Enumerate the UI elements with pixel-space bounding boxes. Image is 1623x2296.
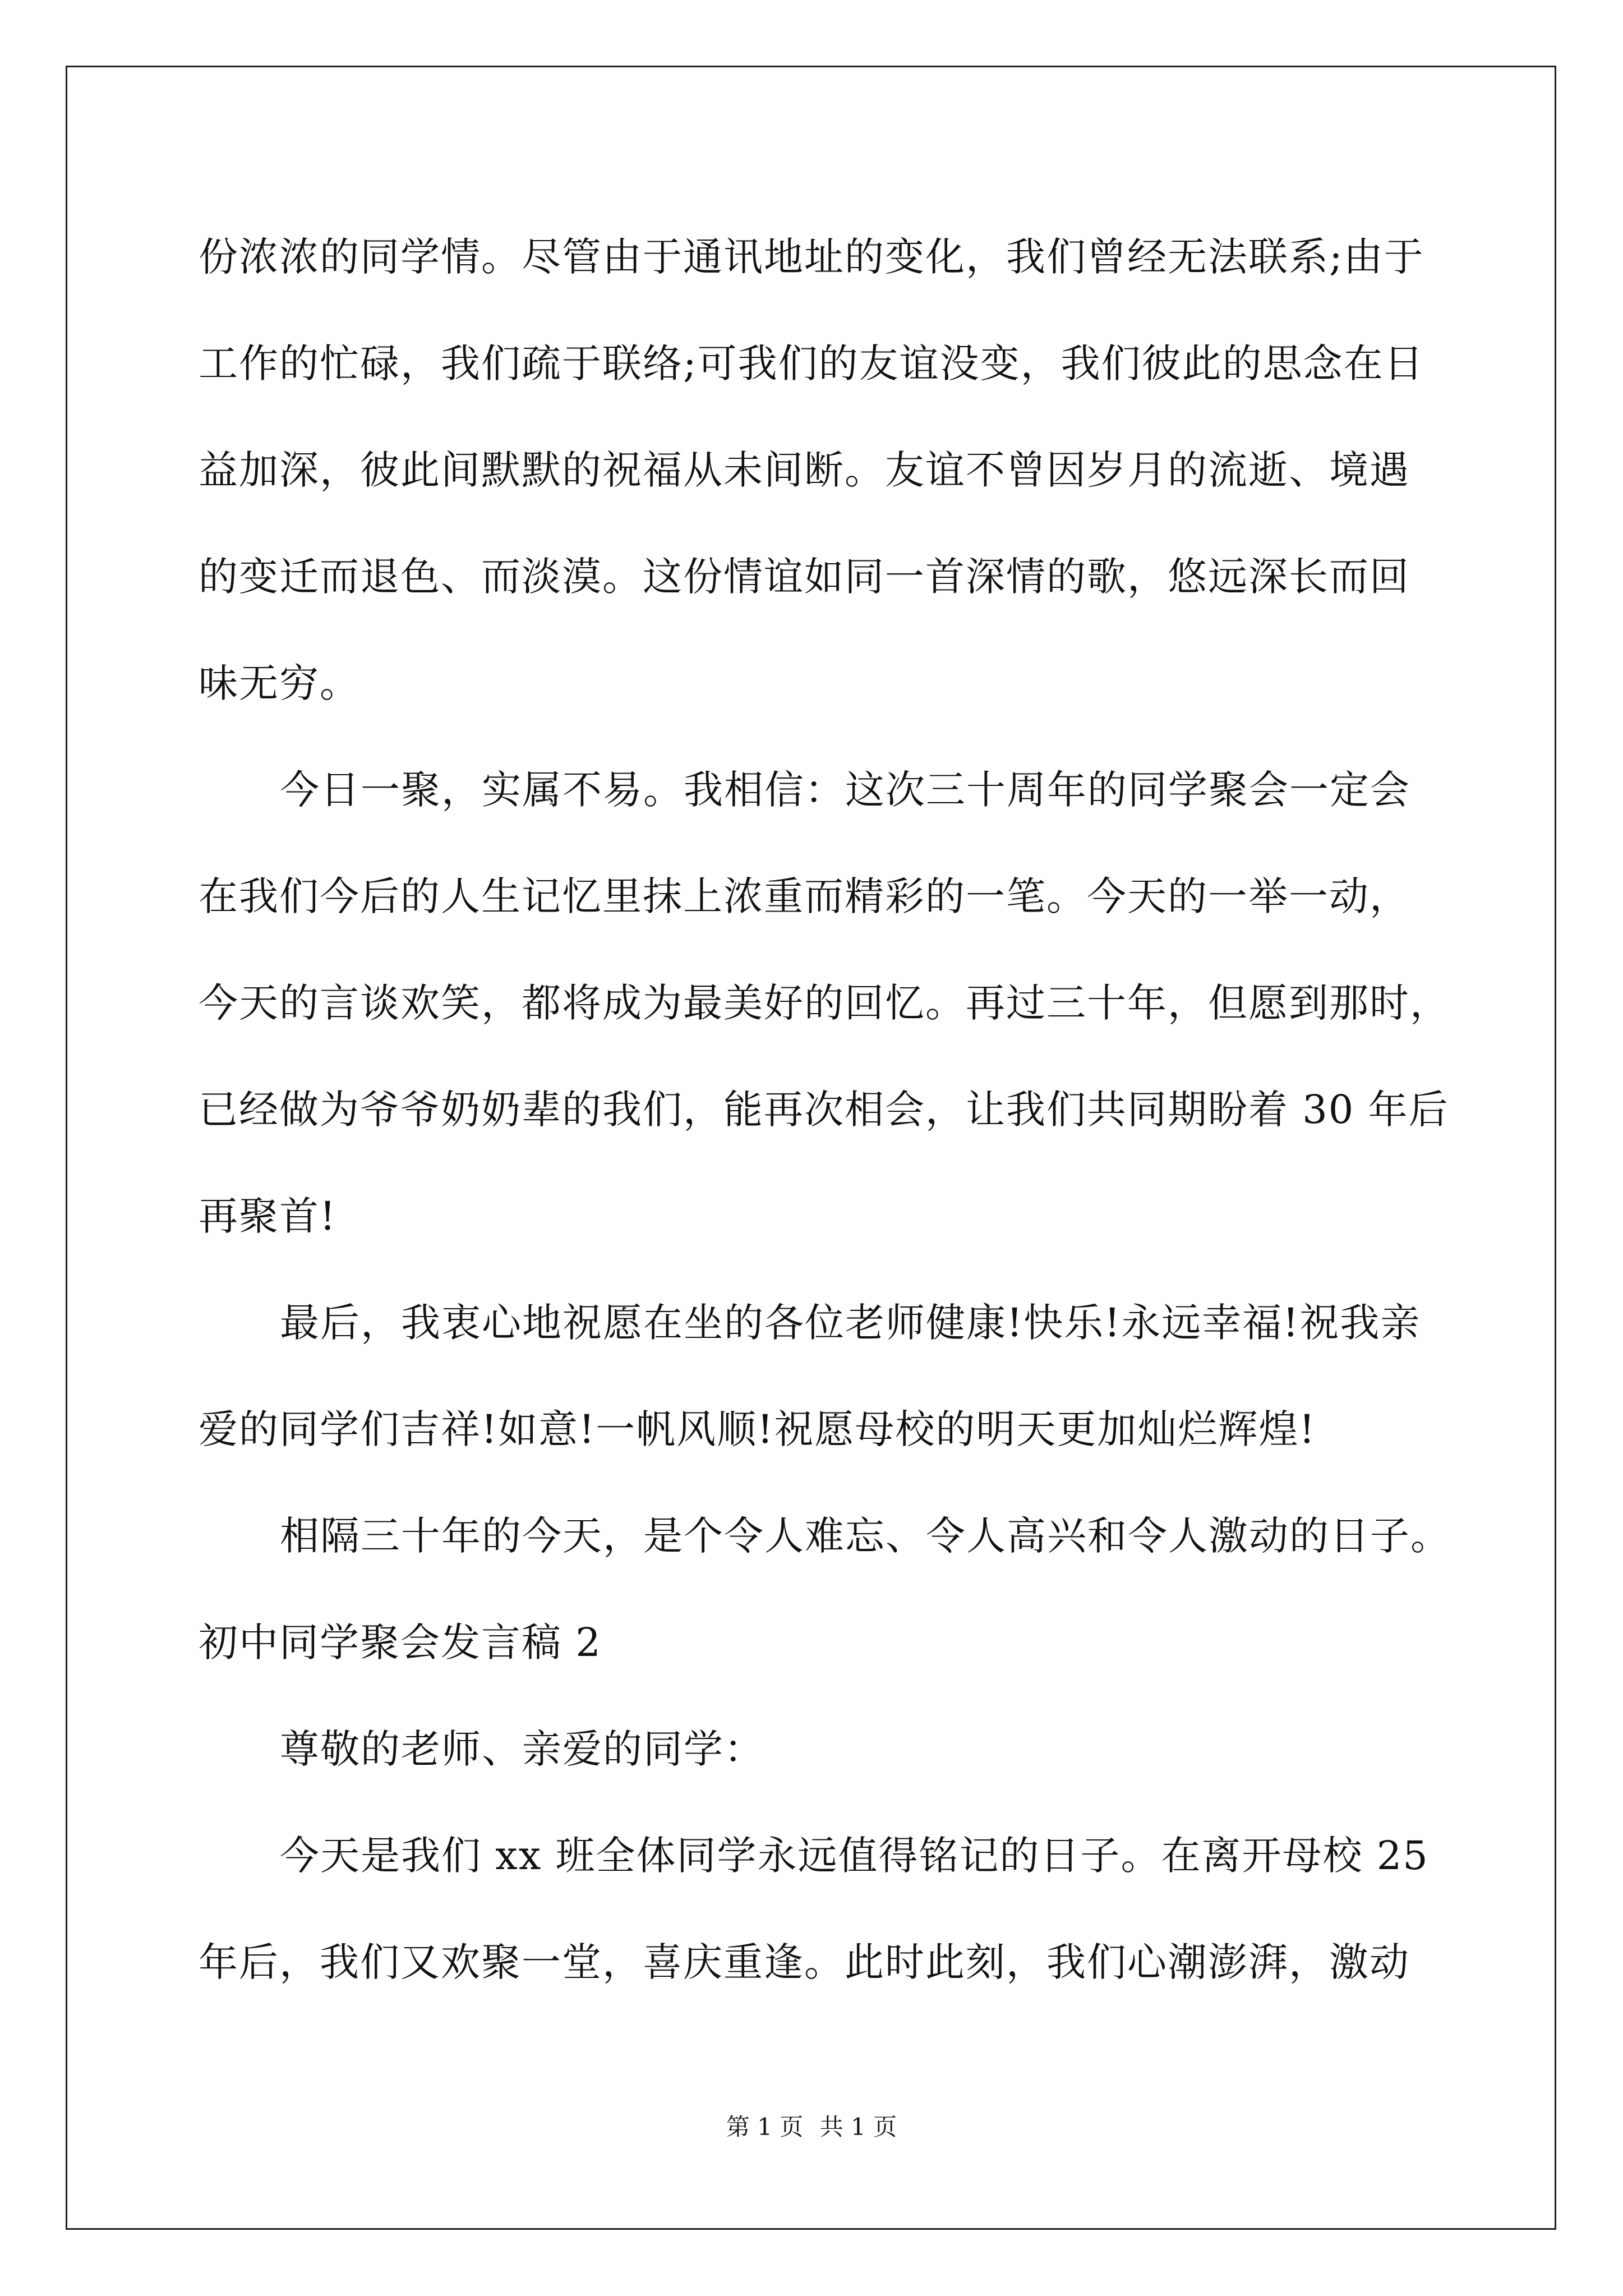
salutation-line: 尊敬的老师、亲爱的同学： [280, 1726, 764, 1772]
paragraph-start-line: 今天是我们 xx 班全体同学永远值得铭记的日子。在离开母校 25 [280, 1833, 1429, 1879]
text-line: 今天的言谈欢笑，都将成为最美好的回忆。再过三十年，但愿到那时， [199, 980, 1450, 1026]
page-footer [0, 2110, 1623, 2144]
text-line: 年后，我们又欢聚一堂，喜庆重逢。此时此刻，我们心潮澎湃，激动 [199, 1939, 1410, 1985]
text-line: 味无穷。 [199, 660, 360, 706]
text-line: 爱的同学们吉祥!如意!一帆风顺!祝愿母校的明天更加灿烂辉煌! [199, 1406, 1316, 1452]
text-line: 益加深，彼此间默默的祝福从未间断。友谊不曾因岁月的流逝、境遇 [199, 447, 1410, 493]
paragraph-start-line: 最后，我衷心地祝愿在坐的各位老师健康!快乐!永远幸福!祝我亲 [280, 1300, 1421, 1346]
text-line: 再聚首! [199, 1193, 337, 1239]
section-heading: 初中同学聚会发言稿 2 [199, 1619, 602, 1665]
text-line: 的变迁而退色、而淡漠。这份情谊如同一首深情的歌，悠远深长而回 [199, 554, 1410, 600]
page-number: 第 1 页 [726, 2113, 804, 2141]
paragraph-start-line: 相隔三十年的今天，是个令人难忘、令人高兴和令人激动的日子。 [280, 1513, 1451, 1559]
page-total: 共 1 页 [819, 2113, 897, 2141]
text-line: 已经做为爷爷奶奶辈的我们，能再次相会，让我们共同期盼着 30 年后 [199, 1087, 1449, 1133]
text-line: 工作的忙碌，我们疏于联络;可我们的友谊没变，我们彼此的思念在日 [199, 341, 1424, 386]
text-line: 在我们今后的人生记忆里抹上浓重而精彩的一笔。今天的一举一动， [199, 873, 1410, 919]
paragraph-start-line: 今日一聚，实属不易。我相信：这次三十周年的同学聚会一定会 [280, 767, 1410, 813]
text-line: 份浓浓的同学情。尽管由于通讯地址的变化，我们曾经无法联系;由于 [199, 234, 1424, 280]
